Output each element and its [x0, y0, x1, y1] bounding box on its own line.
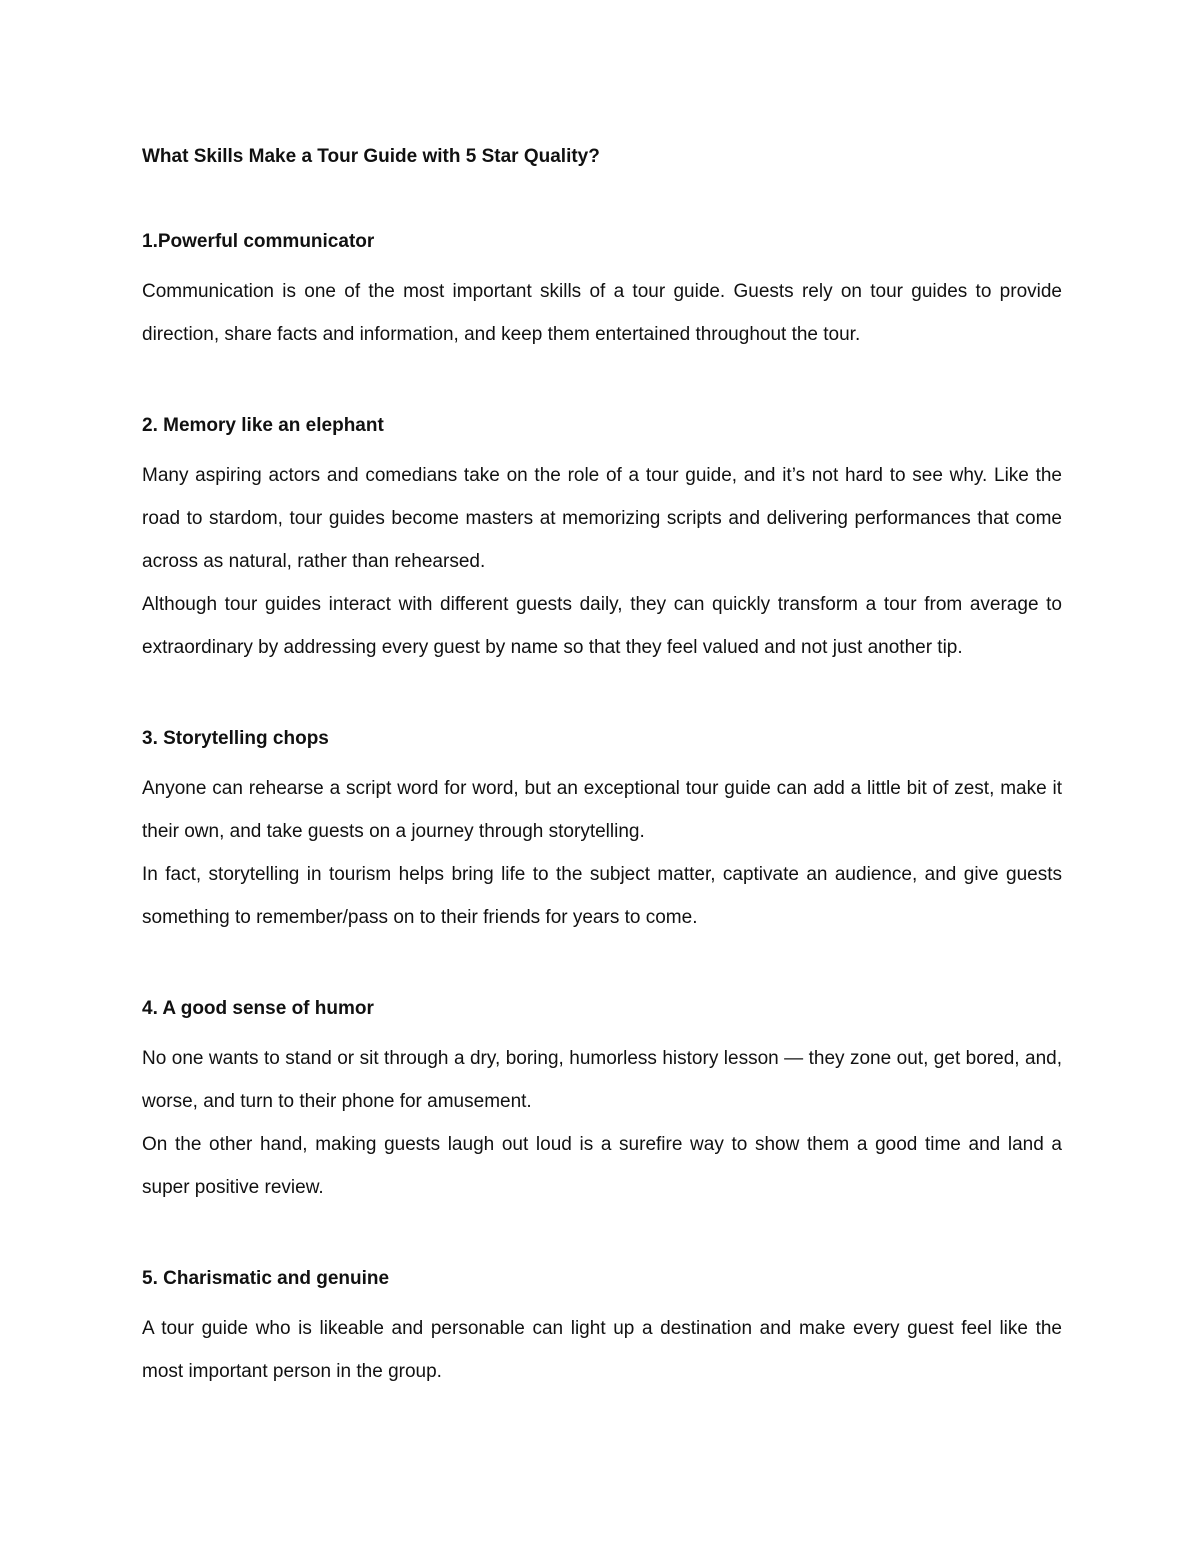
section-paragraph: Anyone can rehearse a script word for word, but an exceptional tour guide can add a little bit of zest, make it their own, and take guests on a journey through storytelling.	[142, 778, 1062, 842]
section-paragraph: Although tour guides interact with different guests daily, they can quickly transform a tour from average to extraordinary by addressing every guest by name so that they feel valued and not just another tip.	[142, 594, 1062, 658]
section-paragraph: On the other hand, making guests laugh out loud is a surefire way to show them a good time and land a super positive review.	[142, 1134, 1062, 1198]
section-heading: 3. Storytelling chops	[142, 728, 329, 749]
section-paragraph: Communication is one of the most important skills of a tour guide. Guests rely on tour guides to provide direction, share facts and information, and keep them entertained throughout the tour.	[142, 281, 1062, 345]
section-heading: 1.Powerful communicator	[142, 231, 375, 252]
section-sense-of-humor	[142, 994, 1062, 1209]
section-powerful-communicator	[142, 227, 1062, 356]
document-body	[142, 142, 1062, 1393]
section-paragraph: In fact, storytelling in tourism helps bring life to the subject matter, captivate an audience, and give guests something to remember/pass on to their friends for years to come.	[142, 864, 1062, 928]
section-heading: 4. A good sense of humor	[142, 998, 374, 1019]
section-paragraph: A tour guide who is likeable and personable can light up a destination and make every guest feel like the most important person in the group.	[142, 1318, 1062, 1382]
section-heading: 2. Memory like an elephant	[142, 415, 384, 436]
section-paragraph: Many aspiring actors and comedians take on the role of a tour guide, and it’s not hard to see why. Like the road to stardom, tour guides become masters at memorizing scripts and delivering performances that come across as natural, rather than rehearsed.	[142, 465, 1062, 572]
section-charismatic-and-genuine	[142, 1264, 1062, 1393]
document-title: What Skills Make a Tour Guide with 5 Star Quality?	[142, 146, 600, 167]
section-paragraph: No one wants to stand or sit through a dry, boring, humorless history lesson — they zone out, get bored, and, worse, and turn to their phone for amusement.	[142, 1048, 1062, 1112]
section-storytelling-chops	[142, 724, 1062, 939]
section-memory-like-an-elephant	[142, 411, 1062, 669]
section-heading: 5. Charismatic and genuine	[142, 1268, 390, 1289]
